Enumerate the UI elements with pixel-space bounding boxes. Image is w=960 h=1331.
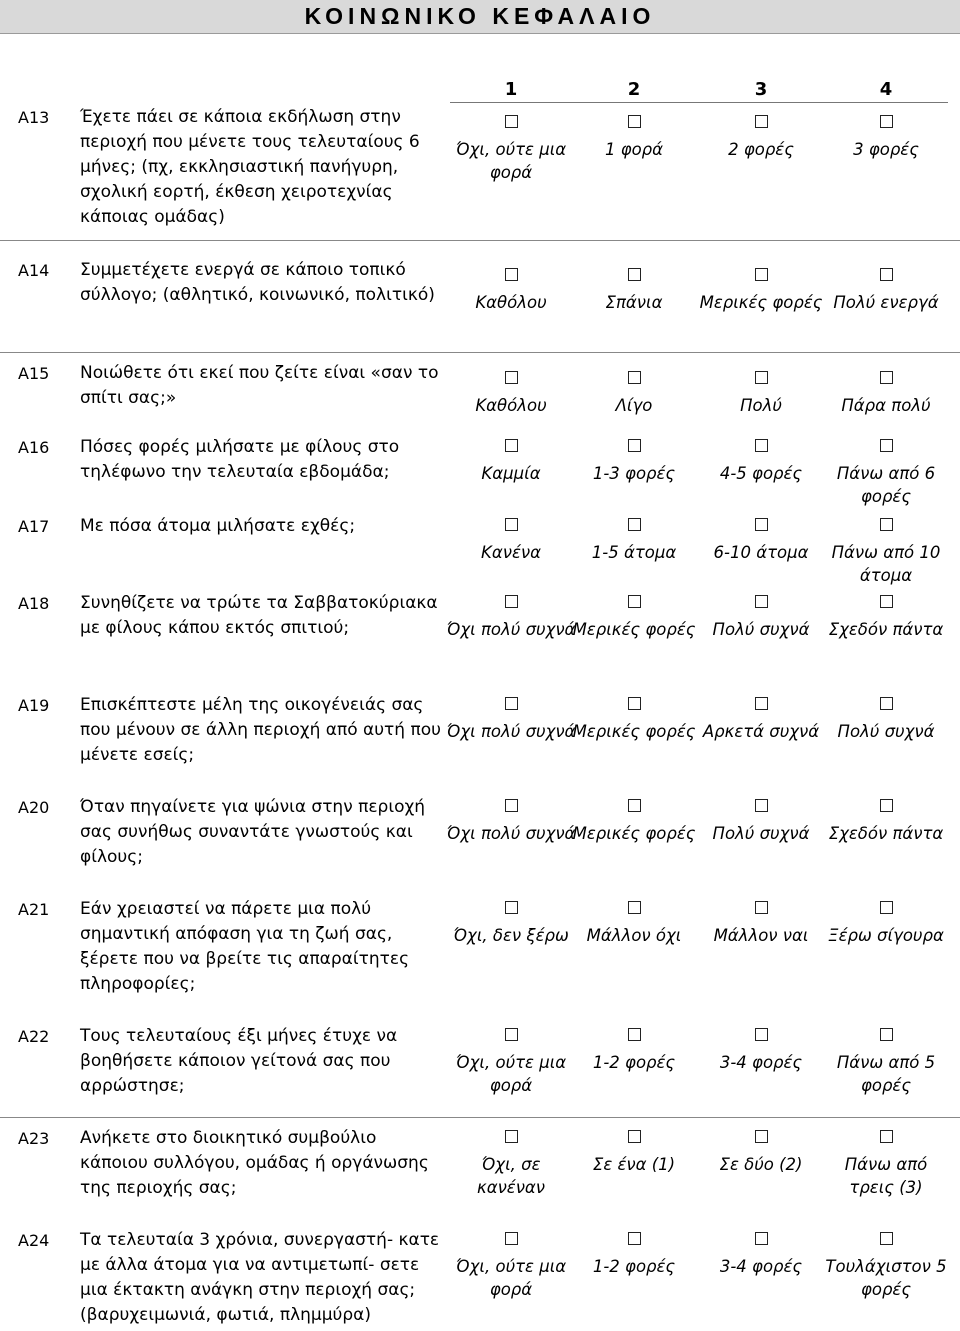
column-header-2: 2	[627, 79, 641, 100]
answer-label: Λίγο	[615, 396, 653, 415]
answer-label: 2 φορές	[728, 140, 794, 159]
answer-checkbox[interactable]	[880, 439, 893, 452]
answer-option[interactable]	[696, 264, 826, 314]
question-id: Α19	[18, 696, 50, 715]
answer-label: Ξέρω σίγουρα	[828, 926, 944, 945]
question-text: Τους τελευταίους έξι μήνες έτυχε να βοηθήσετε κάποιον γείτονά σας που αρρώστησε;	[80, 1026, 398, 1096]
answer-option[interactable]	[696, 897, 826, 947]
answer-checkbox[interactable]	[755, 371, 768, 384]
answer-label: Μάλλον ναι	[713, 926, 809, 945]
question-text: Τα τελευταία 3 χρόνια, συνεργαστή- κατε με άλλα άτομα για να αντιμετωπί- σετε μια έκτακτη ανάγκη στην περιοχή σας;(βαρυχειμωνιά, φωτιά, πλημμύρα)	[80, 1230, 440, 1325]
answer-option[interactable]	[569, 897, 699, 947]
question-id: Α21	[18, 900, 50, 919]
answer-option[interactable]	[446, 1228, 576, 1301]
answer-checkbox[interactable]	[755, 697, 768, 710]
answer-option[interactable]	[821, 1024, 951, 1097]
answer-option[interactable]	[821, 1228, 951, 1301]
answer-checkbox[interactable]	[505, 901, 518, 914]
answer-label: Όχι, ούτε μια φορά	[455, 1053, 567, 1095]
answer-checkbox[interactable]	[505, 595, 518, 608]
question-id: Α16	[18, 438, 50, 457]
answer-checkbox[interactable]	[880, 799, 893, 812]
question-id: Α14	[18, 261, 50, 280]
question-id: Α13	[18, 108, 50, 127]
answer-checkbox[interactable]	[505, 697, 518, 710]
answer-checkbox[interactable]	[505, 1130, 518, 1143]
answer-option[interactable]	[446, 111, 576, 184]
answer-checkbox[interactable]	[628, 439, 641, 452]
answer-checkbox[interactable]	[880, 1028, 893, 1041]
answer-option[interactable]	[696, 111, 826, 161]
answer-label: Όχι πολύ συχνά	[446, 722, 576, 741]
answer-label: Τουλάχιστον 5 φορές	[825, 1257, 947, 1299]
answer-checkbox[interactable]	[880, 115, 893, 128]
answer-option[interactable]	[696, 1228, 826, 1278]
answer-option[interactable]	[446, 693, 576, 743]
answer-checkbox[interactable]	[755, 518, 768, 531]
answer-checkbox[interactable]	[505, 518, 518, 531]
answer-checkbox[interactable]	[628, 1232, 641, 1245]
answer-checkbox[interactable]	[505, 439, 518, 452]
answer-checkbox[interactable]	[505, 799, 518, 812]
answer-option[interactable]	[696, 435, 826, 485]
answer-checkbox[interactable]	[755, 115, 768, 128]
answer-checkbox[interactable]	[880, 901, 893, 914]
answer-option[interactable]	[821, 367, 951, 417]
answer-label: Πάνω από 6 φορές	[836, 464, 936, 506]
answer-label: 3 φορές	[853, 140, 919, 159]
header-divider	[450, 102, 948, 103]
answer-label: Καθόλου	[475, 396, 547, 415]
answer-option[interactable]	[569, 514, 699, 564]
answer-checkbox[interactable]	[880, 595, 893, 608]
answer-label: Όχι, σε κανέναν	[476, 1155, 546, 1197]
answer-label: Αρκετά συχνά	[702, 722, 820, 741]
answer-checkbox[interactable]	[755, 1028, 768, 1041]
question-id: Α17	[18, 517, 50, 536]
question-text: Νοιώθετε ότι εκεί που ζείτε είναι «σαν το σπίτι σας;»	[80, 363, 439, 408]
column-header-4: 4	[879, 79, 893, 100]
question-text: Με πόσα άτομα μιλήσατε εχθές;	[80, 516, 356, 536]
answer-label: Πολύ συχνά	[712, 824, 810, 843]
answer-label: Καμμία	[481, 464, 541, 483]
answer-checkbox[interactable]	[505, 115, 518, 128]
answer-option[interactable]	[569, 591, 699, 641]
answer-option[interactable]	[569, 1126, 699, 1176]
question-text: Συνηθίζετε να τρώτε τα Σαββατοκύριακα με φίλους κάπου εκτός σπιτιού;	[80, 593, 438, 638]
answer-label: Πάνω από τρεις (3)	[844, 1155, 928, 1197]
answer-checkbox[interactable]	[628, 595, 641, 608]
answer-option[interactable]	[446, 897, 576, 947]
answer-option[interactable]	[821, 514, 951, 587]
answer-label: Σχεδόν πάντα	[828, 824, 944, 843]
answer-option[interactable]	[821, 264, 951, 314]
answer-checkbox[interactable]	[755, 1232, 768, 1245]
answer-label: Καθόλου	[475, 293, 547, 312]
answer-label: Πολύ	[740, 396, 782, 415]
answer-checkbox[interactable]	[628, 1028, 641, 1041]
answer-checkbox[interactable]	[628, 799, 641, 812]
answer-checkbox[interactable]	[755, 901, 768, 914]
answer-label: Κανένα	[481, 543, 541, 562]
answer-option[interactable]	[446, 591, 576, 641]
answer-option[interactable]	[821, 693, 951, 743]
answer-label: Μάλλον όχι	[586, 926, 682, 945]
answer-option[interactable]	[569, 1024, 699, 1074]
answer-option[interactable]	[446, 367, 576, 417]
answer-label: 3-4 φορές	[719, 1257, 803, 1276]
answer-option[interactable]	[696, 591, 826, 641]
answer-option[interactable]	[821, 111, 951, 161]
row-divider	[0, 1117, 960, 1118]
answer-option[interactable]	[821, 591, 951, 641]
answer-checkbox[interactable]	[755, 268, 768, 281]
column-header-1: 1	[504, 79, 518, 100]
answer-checkbox[interactable]	[628, 268, 641, 281]
answer-checkbox[interactable]	[880, 518, 893, 531]
answer-label: 3-4 φορές	[719, 1053, 803, 1072]
answer-checkbox[interactable]	[880, 1232, 893, 1245]
answer-label: Πολύ ενεργά	[833, 293, 939, 312]
answer-option[interactable]	[446, 795, 576, 845]
answer-option[interactable]	[569, 795, 699, 845]
answer-label: Πάνω από 10 άτομα	[831, 543, 941, 585]
answer-label: Σε ένα (1)	[592, 1155, 676, 1174]
answer-label: Μερικές φορές	[572, 722, 696, 741]
answer-checkbox[interactable]	[505, 1028, 518, 1041]
answer-checkbox[interactable]	[755, 595, 768, 608]
answer-option[interactable]	[569, 693, 699, 743]
question-text: Πόσες φορές μιλήσατε με φίλους στο τηλέφωνο την τελευταία εβδομάδα;	[80, 437, 400, 482]
answer-checkbox[interactable]	[505, 268, 518, 281]
answer-label: Όχι, ούτε μια φορά	[455, 1257, 567, 1299]
page-title: ΚΟΙΝΩΝΙΚΟ ΚΕΦΑΛΑΙΟ	[0, 0, 960, 34]
answer-checkbox[interactable]	[628, 1130, 641, 1143]
answer-option[interactable]	[569, 264, 699, 314]
question-id: Α22	[18, 1027, 50, 1046]
answer-checkbox[interactable]	[880, 371, 893, 384]
question-text: Έχετε πάει σε κάποια εκδήλωση στην περιοχή που μένετε τους τελευταίους 6 μήνες; (πχ, εκκλησιαστική πανήγυρη, σχολική εορτή, έκθεση χειροτεχνίας κάποιας ομάδας)	[80, 107, 420, 227]
answer-checkbox[interactable]	[628, 371, 641, 384]
answer-option[interactable]	[569, 367, 699, 417]
row-divider	[0, 240, 960, 241]
answer-checkbox[interactable]	[880, 268, 893, 281]
answer-checkbox[interactable]	[505, 371, 518, 384]
answer-checkbox[interactable]	[880, 697, 893, 710]
answer-option[interactable]	[696, 514, 826, 564]
answer-label: 1-2 φορές	[592, 1053, 676, 1072]
answer-label: Σπάνια	[605, 293, 663, 312]
answer-checkbox[interactable]	[755, 799, 768, 812]
answer-option[interactable]	[569, 435, 699, 485]
answer-option[interactable]	[446, 264, 576, 314]
answer-label: 1-3 φορές	[592, 464, 676, 483]
row-divider	[0, 352, 960, 353]
answer-checkbox[interactable]	[505, 1232, 518, 1245]
answer-checkbox[interactable]	[628, 115, 641, 128]
answer-checkbox[interactable]	[628, 697, 641, 710]
answer-checkbox[interactable]	[755, 1130, 768, 1143]
answer-label: Μερικές φορές	[699, 293, 823, 312]
answer-option[interactable]	[696, 693, 826, 743]
question-text: Ανήκετε στο διοικητικό συμβούλιο κάποιου συλλόγου, ομάδας ή οργάνωσης της περιοχής σας;	[80, 1128, 429, 1198]
answer-option[interactable]	[821, 897, 951, 947]
answer-label: Σε δύο (2)	[719, 1155, 803, 1174]
answer-label: Όχι, ούτε μια φορά	[455, 140, 567, 182]
answer-label: 4-5 φορές	[719, 464, 803, 483]
answer-option[interactable]	[821, 1126, 951, 1199]
answer-label: Μερικές φορές	[572, 824, 696, 843]
answer-option[interactable]	[821, 435, 951, 508]
answer-option[interactable]	[696, 795, 826, 845]
answer-label: Όχι πολύ συχνά	[446, 824, 576, 843]
answer-label: 1-2 φορές	[592, 1257, 676, 1276]
answer-label: 1 φορά	[604, 140, 664, 159]
answer-label: Πάρα πολύ	[841, 396, 931, 415]
answer-option[interactable]	[696, 1024, 826, 1074]
answer-option[interactable]	[446, 1024, 576, 1097]
question-text: Όταν πηγαίνετε για ψώνια στην περιοχή σας συνήθως συναντάτε γνωστούς και φίλους;	[80, 797, 426, 867]
answer-label: Όχι πολύ συχνά	[446, 620, 576, 639]
column-header-3: 3	[754, 79, 768, 100]
answer-option[interactable]	[569, 1228, 699, 1278]
question-id: Α24	[18, 1231, 50, 1250]
answer-option[interactable]	[696, 1126, 826, 1176]
answer-label: 1-5 άτομα	[591, 543, 677, 562]
question-id: Α20	[18, 798, 50, 817]
answer-checkbox[interactable]	[755, 439, 768, 452]
answer-label: Πάνω από 5 φορές	[836, 1053, 936, 1095]
answer-label: Πολύ συχνά	[712, 620, 810, 639]
question-id: Α18	[18, 594, 50, 613]
answer-checkbox[interactable]	[628, 901, 641, 914]
answer-label: Σχεδόν πάντα	[828, 620, 944, 639]
question-text: Επισκέπτεστε μέλη της οικογένειάς σας που μένουν σε άλλη περιοχή από αυτή που μένετε εσείς;	[80, 695, 441, 765]
question-id: Α23	[18, 1129, 50, 1148]
answer-option[interactable]	[696, 367, 826, 417]
question-id: Α15	[18, 364, 50, 383]
answer-option[interactable]	[569, 111, 699, 161]
answer-checkbox[interactable]	[628, 518, 641, 531]
answer-option[interactable]	[446, 1126, 576, 1199]
question-text: Εάν χρειαστεί να πάρετε μια πολύ σημαντική απόφαση για τη ζωή σας, ξέρετε που να βρείτε τις απαραίτητες πληροφορίες;	[80, 899, 410, 994]
answer-option[interactable]	[446, 435, 576, 485]
answer-label: 6-10 άτομα	[713, 543, 809, 562]
answer-label: Μερικές φορές	[572, 620, 696, 639]
answer-option[interactable]	[446, 514, 576, 564]
question-text: Συμμετέχετε ενεργά σε κάποιο τοπικό σύλλογο; (αθλητικό, κοινωνικό, πολιτικό)	[80, 260, 435, 305]
answer-option[interactable]	[821, 795, 951, 845]
answer-label: Όχι, δεν ξέρω	[453, 926, 569, 945]
answer-label: Πολύ συχνά	[837, 722, 935, 741]
answer-checkbox[interactable]	[880, 1130, 893, 1143]
